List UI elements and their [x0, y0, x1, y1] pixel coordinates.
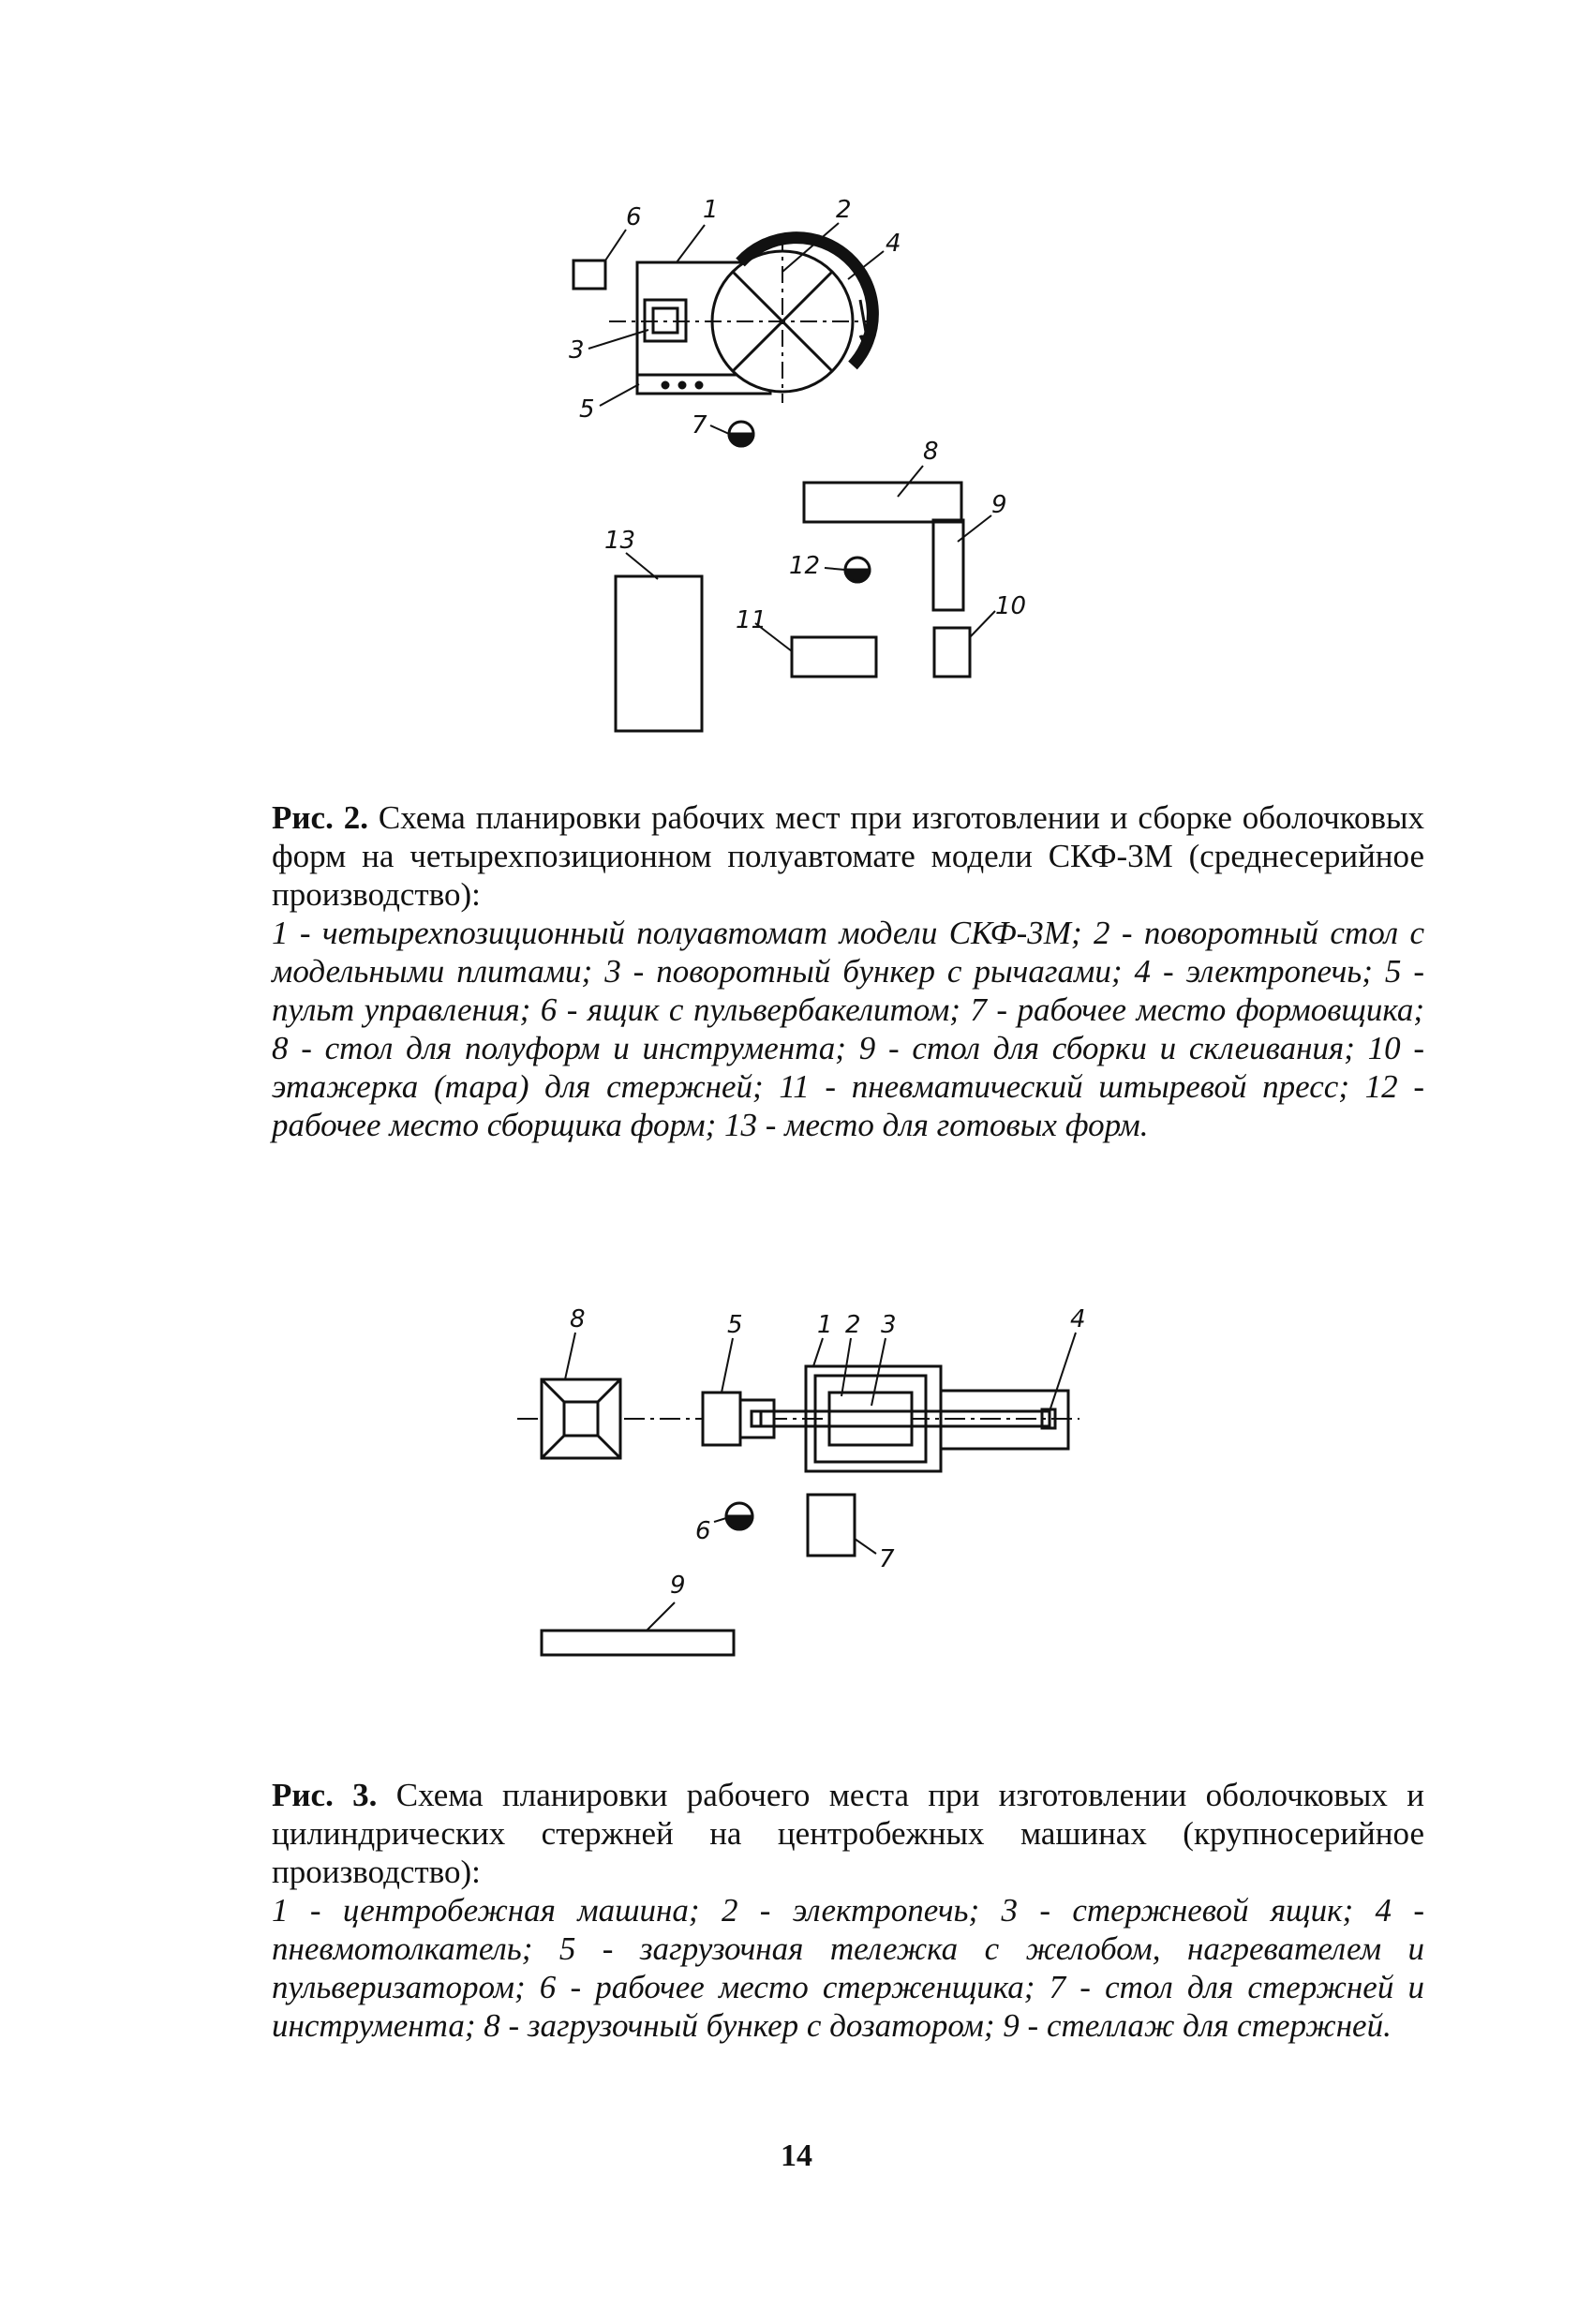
- figure-3-caption: [272, 1776, 1424, 2045]
- label-4: 4: [886, 230, 901, 258]
- label-13: 13: [604, 527, 636, 555]
- core-box-3: [829, 1393, 912, 1445]
- label-12: 12: [789, 552, 821, 580]
- figure-3-diagram: [0, 1293, 1593, 1673]
- press-11: [792, 637, 876, 677]
- label-6: 6: [695, 1517, 711, 1545]
- box-6: [573, 261, 605, 289]
- label-3: 3: [569, 336, 585, 365]
- rack-9: [542, 1631, 734, 1655]
- label-7: 7: [879, 1545, 895, 1573]
- figure-3-title: Схема планировки рабочего места при изготовлении оболочковых и цилиндрических стержней на центробежных машинах (крупносерийное производство):: [272, 1777, 1424, 1890]
- label-5: 5: [579, 395, 595, 424]
- figure-2-caption: [272, 798, 1424, 1144]
- label-3: 3: [881, 1311, 897, 1339]
- label-4: 4: [1070, 1305, 1086, 1333]
- shelf-10: [934, 628, 970, 677]
- label-1: 1: [703, 196, 719, 224]
- label-11: 11: [736, 606, 767, 634]
- table-8: [804, 483, 961, 522]
- cart-5: [703, 1393, 740, 1445]
- label-5: 5: [727, 1311, 743, 1339]
- page-number: 14: [781, 2138, 812, 2173]
- label-6: 6: [626, 203, 642, 231]
- label-2: 2: [836, 196, 852, 224]
- table-7: [808, 1495, 855, 1556]
- label-9: 9: [991, 491, 1007, 519]
- label-7: 7: [692, 411, 707, 439]
- figure-2-diagram: [0, 0, 1593, 782]
- label-10: 10: [995, 592, 1027, 620]
- label-8: 8: [570, 1305, 586, 1333]
- figure-2-ref: Рис. 2.: [272, 799, 368, 836]
- table-9: [933, 520, 963, 610]
- label-8: 8: [923, 438, 939, 466]
- figure-2-legend: 1 - четырехпозиционный полуавтомат модели СКФ-3М; 2 - поворотный стол с модельными плитами; 3 - поворотный бункер с рычагами; 4 - электропечь; 5 - пульт управления; 6 - ящик с пульвербакелитом; 7 - рабочее место формовщика; 8 - стол для полуформ и инструмента; 9 - стол для сборки и склеивания; 10 - этажерка (тара) для стержней; 11 - пневматический штыревой пресс; 12 - рабочее место сборщика форм; 13 - место для готовых форм.: [272, 915, 1424, 1143]
- label-2: 2: [845, 1311, 861, 1339]
- figure-2-title: Схема планировки рабочих мест при изготовлении и сборке оболочковых форм на четырехпозиционном полуавтомате модели СКФ-3М (среднесерийное производство):: [272, 799, 1425, 913]
- label-1: 1: [817, 1311, 833, 1339]
- label-9: 9: [670, 1572, 686, 1600]
- area-13: [616, 576, 702, 731]
- figure-3-legend: 1 - центробежная машина; 2 - электропечь; 3 - стержневой ящик; 4 - пневмотолкатель; 5 - загрузочная тележка с желобом, нагревателем и пульверизатором; 6 - рабочее место стерженщика; 7 - стол для стержней и инструмента; 8 - загрузочный бункер с дозатором; 9 - стеллаж для стержней.: [272, 1892, 1424, 2044]
- figure-3-ref: Рис. 3.: [272, 1777, 378, 1813]
